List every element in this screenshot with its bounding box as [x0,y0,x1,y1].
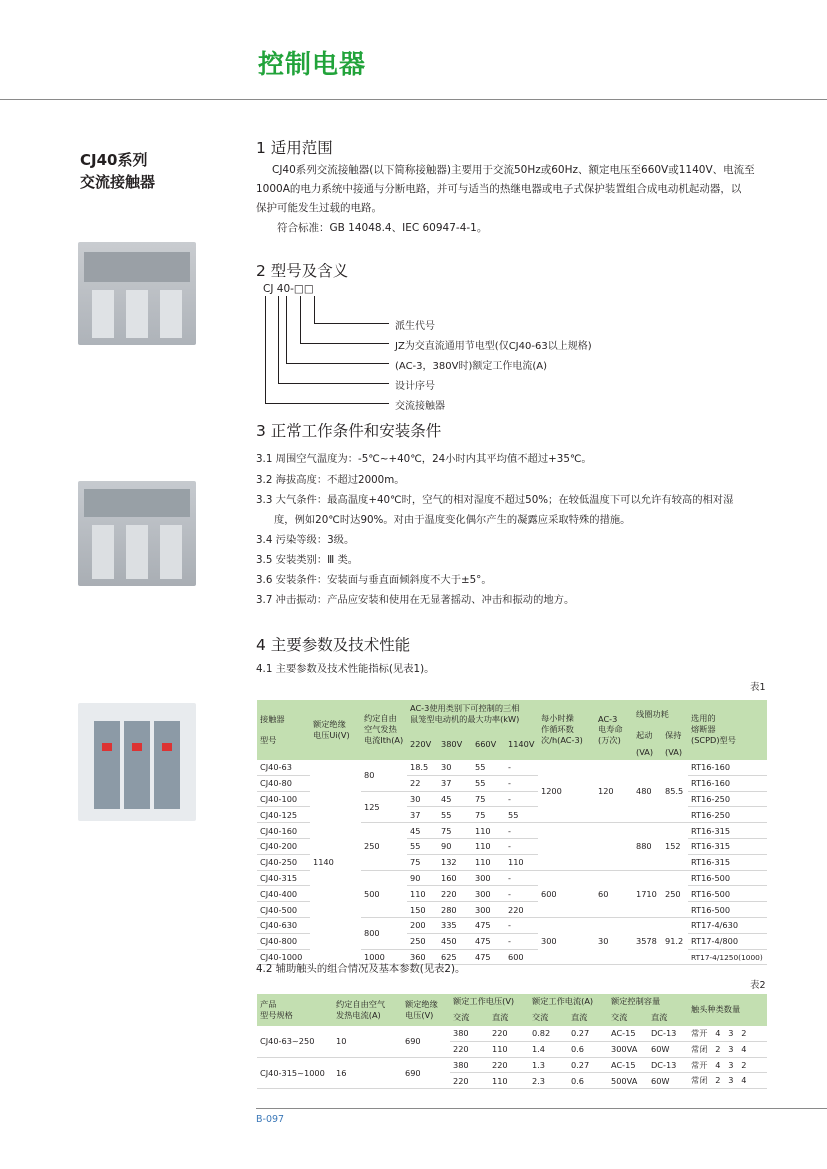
spec-table-2: 产品 型号规格 约定自由空气 发热电流(A) 额定绝缘 电压(V) 额定工作电压(V) 额定工作电流(A) 额定控制容量 触头种类数量 交流 直流 交流 直流 交流 直流 CJ40-63~250 10 690 380 220 0.82 0.27 AC-15 DC-13 常开 4 3 2 220 110 1.4 0.6 300VA 60W 常闭 2 3 4 CJ40-315~1000 16 690 380 220 1.3 0.27 AC-15 DC-13 常开 4 3 2 220 110 2.3 0.6 500VA 60W 常闭 2 3 4 [257,994,767,1089]
t1-row: CJ40-200 55 90 110 - RT16-315 [257,839,767,855]
condition-item: 3.2 海拔高度：不超过2000m。 [256,474,405,486]
t2-head-ui: 额定绝缘 电压(V) [402,994,450,1026]
t2-row: 220 110 2.3 0.6 500VA 60W 常闭 2 3 4 [257,1073,767,1089]
t1-head-coil: 线圈功耗 [633,700,688,728]
condition-item: 3.1 周围空气温度为：-5℃~+40℃，24小时内其平均值不超过+35℃。 [256,453,592,465]
t2-head-ie: 额定工作电流(A) [529,994,608,1010]
t1-row: CJ40-63 1140 80 18.5 30 55 - 1200 120 480 85.5 RT16-160 [257,760,767,776]
product-name: 交流接触器 [80,173,156,191]
footer-divider [256,1108,827,1109]
subsection-4-2: 4.2 辅助触头的组合情况及基本参数(见表2)。 [256,963,466,975]
condition-item: 3.4 污染等级：3级。 [256,534,355,546]
contactor-image-3 [78,703,196,821]
s1-paragraph-line1: CJ40系列交流接触器(以下简称接触器)主要用于交流50Hz或60Hz、额定电压至660V或1140V、电流至 [272,164,755,176]
t1-row: CJ40-800 250 450 475 - RT17-4/800 [257,933,767,949]
t1-row: CJ40-250 75 132 110 110 RT16-315 [257,854,767,870]
table2-label: 表2 [750,980,766,991]
diagram-label-5: 交流接触器 [395,401,445,412]
s1-paragraph-line3: 保护可能发生过载的电路。 [256,202,382,214]
section-3-title: 3 正常工作条件和安装条件 [256,422,442,440]
page-title: 控制电器 [258,50,367,80]
t2-head-contacts: 触头种类数量 [688,994,767,1026]
condition-item: 3.3 大气条件：最高温度+40℃时，空气的相对湿度不超过50%；在较低温度下可以允许有较高的相对湿 [256,494,734,506]
t1-head-volt-380: 380V [438,728,472,760]
t2-head-product: 产品 型号规格 [257,994,333,1026]
t1-row: CJ40-160 250 45 75 110 - 880 152 RT16-315 [257,823,767,839]
model-code: CJ 40-□□ [263,283,314,295]
t1-head-fuse: 选用的 熔断器 (SCPD)型号 [688,700,767,760]
t1-row: CJ40-630 800 200 335 475 - 300 30 3578 91.2 RT17-4/630 [257,918,767,934]
t1-row: CJ40-1000 1000 360 625 475 600 RT17-4/1250(1000) [257,949,767,965]
t1-head-coil-hold: 保持 [662,728,688,744]
contact-nc: 常闭 2 3 4 [688,1041,767,1057]
t1-head-coil-start-unit: (VA) [633,744,662,760]
condition-item: 3.7 冲击振动：产品应安装和使用在无显著摇动、冲击和振动的地方。 [256,594,575,606]
table1-label: 表1 [750,682,766,693]
contact-nc: 常闭 2 3 4 [688,1073,767,1089]
contact-no: 常开 4 3 2 [688,1057,767,1073]
t1-head-coil-start: 起动 [633,728,662,744]
t2-row: CJ40-315~1000 16 690 380 220 1.3 0.27 AC-15 DC-13 常开 4 3 2 [257,1057,767,1073]
t1-head-freq: 每小时操 作循环数 次/h(AC-3) [538,700,595,760]
t2-row: 220 110 1.4 0.6 300VA 60W 常闭 2 3 4 [257,1041,767,1057]
t1-row: CJ40-500 150 280 300 220 RT16-500 [257,902,767,918]
t1-head-volt-220: 220V [407,728,438,760]
t1-head-coil-hold-unit: (VA) [662,744,688,760]
t2-row: CJ40-63~250 10 690 380 220 0.82 0.27 AC-15 DC-13 常开 4 3 2 [257,1026,767,1042]
diagram-label-3: (AC-3，380V时)额定工作电流(A) [395,361,547,372]
t2-head-ith: 约定自由空气 发热电流(A) [333,994,402,1026]
diagram-label-1: 派生代号 [395,321,435,332]
t1-row: CJ40-125 37 55 75 55 RT16-250 [257,807,767,823]
t1-row: CJ40-100 125 30 45 75 - RT16-250 [257,791,767,807]
contactor-image-1 [78,242,196,345]
t1-row: CJ40-400 110 220 300 - RT16-500 [257,886,767,902]
t1-head-ac3: AC-3使用类别下可控制的三相 鼠笼型电动机的最大功率(kW) [407,700,538,728]
t2-head-cap: 额定控制容量 [608,994,688,1010]
subsection-4-1: 4.1 主要参数及技术性能指标(见表1)。 [256,663,435,675]
s1-standard: 符合标准：GB 14048.4、IEC 60947-4-1。 [277,222,488,234]
page-number: B-097 [256,1114,285,1125]
contact-no: 常开 4 3 2 [688,1026,767,1042]
t1-head-ith: 约定自由 空气发热 电流Ith(A) [361,700,407,760]
t1-head-ui: 额定绝缘 电压Ui(V) [310,700,361,760]
spec-table-1 [257,700,767,965]
section-2-title: 2 型号及含义 [256,262,349,280]
condition-item: 3.5 安装类别：Ⅲ 类。 [256,554,359,566]
t1-row: CJ40-315 500 90 160 300 - 600 60 1710 250 RT16-500 [257,870,767,886]
t1-head-model: 接触器 型号 [257,700,310,760]
diagram-label-4: 设计序号 [395,381,435,392]
t1-head-volt-660: 660V [472,728,505,760]
series-title: CJ40系列 [80,151,148,169]
condition-item: 度，例如20℃时达90%。对由于温度变化偶尔产生的凝露应采取特殊的措施。 [274,514,631,526]
t2-head-ue: 额定工作电压(V) [450,994,529,1010]
condition-item: 3.6 安装条件：安装面与垂直面倾斜度不大于±5°。 [256,574,492,586]
t1-head-volt-1140: 1140V [505,728,538,760]
contactor-image-2 [78,481,196,586]
section-4-title: 4 主要参数及技术性能 [256,636,411,654]
section-1-title: 1 适用范围 [256,139,333,157]
t1-row: CJ40-80 22 37 55 - RT16-160 [257,775,767,791]
header-divider [0,99,827,100]
diagram-label-2: JZ为交直流通用节电型(仅CJ40-63以上规格) [395,341,592,352]
s1-paragraph-line2: 1000A的电力系统中接通与分断电路，并可与适当的热继电器或电子式保护装置组合成电动机起动器，以 [256,183,742,195]
t1-head-life: AC-3 电寿命 (万次) [595,700,633,760]
